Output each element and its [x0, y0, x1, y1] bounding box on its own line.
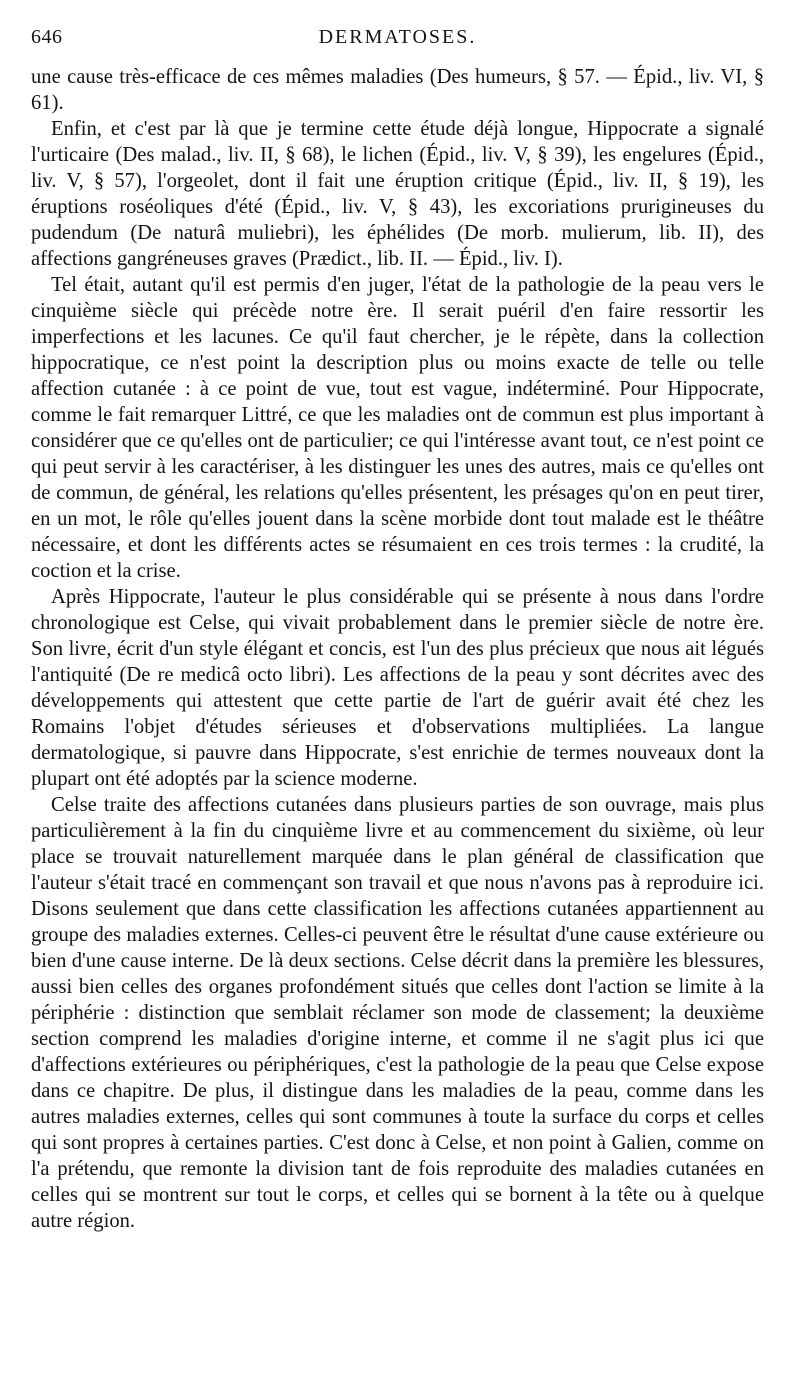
- page-header: [31, 26, 764, 56]
- paragraph: Tel était, autant qu'il est permis d'en juger, l'état de la pathologie de la peau vers le cinquième siècle qui précède notre ère. Il serait puéril d'en faire ressortir les imperfections et les lacunes. Ce qu'il faut chercher, je le répète, dans la collection hippocratique, ce n'est point la description plus ou moins exacte de telle ou telle affection cutanée : à ce point de vue, tout est vague, indéterminé. Pour Hippocrate, comme le fait remarquer Littré, ce que les maladies ont de commun est plus important à considérer que ce qu'elles ont de particulier; ce qui l'intéresse avant tout, ce n'est point ce qui peut servir à les caractériser, à les distinguer les unes des autres, mais ce qu'elles ont de commun, de général, les relations qu'elles présentent, les présages qu'on en peut tirer, en un mot, le rôle qu'elles jouent dans la scène morbide dont tout malade est le théâtre nécessaire, et dont les différents actes se résumaient en ces trois termes : la crudité, la coction et la crise.: [31, 274, 764, 582]
- paragraph: Celse traite des affections cutanées dans plusieurs parties de son ouvrage, mais plus particulièrement à la fin du cinquième livre et au commencement du sixième, où leur place se trouvait naturellement marquée dans le plan général de classification que l'auteur s'était tracé en commençant son travail et que nous n'avons pas à reproduire ici. Disons seulement que dans cette classification les affections cutanées appartiennent au groupe des maladies externes. Celles-ci peuvent être le résultat d'une cause extérieure ou bien d'une cause interne. De là deux sections. Celse décrit dans la première les blessures, aussi bien celles des organes profondément situés que celles dont l'action se limite à la périphérie : distinction que semblait réclamer son mode de classement; la deuxième section comprend les maladies d'origine interne, et comme il ne s'agit plus ici que d'affections extérieures ou périphériques, c'est la pathologie de la peau que Celse expose dans ce chapitre. De plus, il distingue dans les maladies de la peau, comme dans les autres maladies externes, celles qui sont communes à toute la surface du corps et celles qui sont propres à certaines parties. C'est donc à Celse, et non point à Galien, comme on l'a prétendu, que remonte la division tant de fois reproduite des maladies cutanées en celles qui se montrent sur tout le corps, et celles qui se bornent à la tête ou à quelque autre région.: [31, 794, 764, 1232]
- running-head: DERMATOSES.: [318, 26, 477, 48]
- paragraph: une cause très-efficace de ces mêmes maladies (Des humeurs, § 57. — Épid., liv. VI, § 61).: [31, 66, 764, 114]
- paragraph: Enfin, et c'est par là que je termine cette étude déjà longue, Hippocrate a signalé l'urticaire (Des malad., liv. II, § 68), le lichen (Épid., liv. V, § 39), les engelures (Épid., liv. V, § 57), l'orgeolet, dont il fait une éruption critique (Épid., liv. II, § 19), les éruptions roséoliques d'été (Épid., liv. V, § 43), les excoriations prurigineuses du pudendum (De naturâ muliebri), les éphélides (De morb. mulierum, lib. II), des affections gangréneuses graves (Prædict., lib. II. — Épid., liv. I).: [31, 118, 764, 270]
- body-text: [31, 64, 764, 1234]
- paragraph: Après Hippocrate, l'auteur le plus considérable qui se présente à nous dans l'ordre chronologique est Celse, qui vivait probablement dans le premier siècle de notre ère. Son livre, écrit d'un style élégant et concis, est l'un des plus précieux que nous ait légués l'antiquité (De re medicâ octo libri). Les affections de la peau y sont décrites avec des développements qui attestent que cette partie de l'art de guérir avait été chez les Romains l'objet d'études sérieuses et d'observations multipliées. La langue dermatologique, si pauvre dans Hippocrate, s'est enrichie de termes nouveaux dont la plupart ont été adoptés par la science moderne.: [31, 586, 764, 790]
- page-number: 646: [31, 26, 63, 48]
